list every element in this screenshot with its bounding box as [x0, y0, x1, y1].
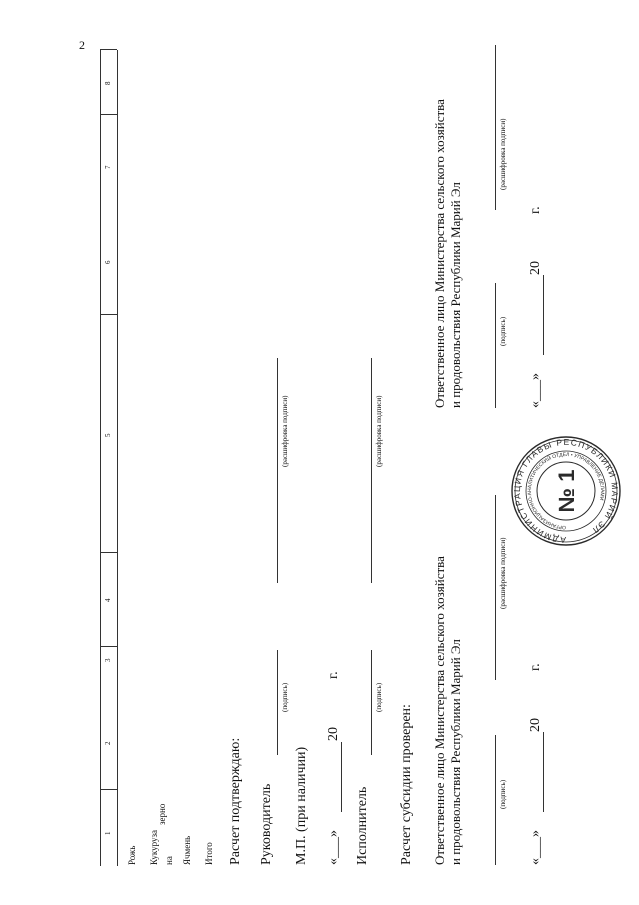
right-date-open: «___»	[528, 373, 543, 408]
approval-date-open: «___»	[326, 830, 341, 865]
col-number-4: 4	[104, 598, 112, 602]
stamp-outer-text: АДМИНИСТРАЦИЯ ГЛАВЫ РЕСПУБЛИКИ МАРИЙ ЭЛ	[511, 436, 621, 546]
head-decode-caption: (расшифровка подписи)	[281, 395, 289, 467]
approval-date-line	[341, 742, 342, 812]
col-number-6: 6	[104, 260, 112, 264]
col-number-8: 8	[104, 81, 112, 85]
left-official-line1: Ответственное лицо Министерства сельского хозяйства	[432, 556, 447, 865]
left-date-line	[543, 732, 544, 812]
right-date-year: 20	[528, 261, 543, 275]
left-official-decode-caption: (расшифровка подписи)	[499, 537, 507, 609]
verification-heading: Расчет субсидии проверен:	[399, 704, 414, 865]
executor-decode-caption: (расшифровка подписи)	[375, 395, 383, 467]
right-official-decode-caption: (расшифровка подписи)	[499, 118, 507, 190]
stamp-number: № 1	[554, 469, 579, 513]
right-official-line1: Ответственное лицо Министерства сельского хозяйства	[432, 99, 447, 408]
left-official-line2: и продовольствия Республики Марий Эл	[448, 639, 463, 865]
head-signature-line	[277, 650, 278, 755]
official-stamp	[510, 435, 622, 547]
right-official-signature-line	[495, 283, 496, 408]
right-official-line2: и продовольствия Республики Марий Эл	[448, 182, 463, 408]
left-official-decode-line	[495, 495, 496, 680]
head-label: Руководитель	[259, 783, 274, 865]
seal-label: М.П. (при наличии)	[294, 746, 309, 865]
row-label-rye: Рожь	[127, 845, 137, 865]
right-official-decode-line	[495, 45, 496, 210]
approval-heading: Расчет подтверждаю:	[228, 737, 243, 865]
head-decode-line	[277, 358, 278, 583]
head-signature-caption: (подпись)	[281, 682, 289, 712]
approval-date-suffix: г.	[326, 671, 341, 679]
col-number-7: 7	[104, 165, 112, 169]
approval-date-year: 20	[326, 727, 341, 741]
row-label-corn-1: Кукуруза	[149, 829, 159, 865]
row-label-corn-2: на	[164, 856, 174, 865]
executor-signature-line	[371, 650, 372, 755]
right-date-line	[543, 275, 544, 355]
col-number-5: 5	[104, 433, 112, 437]
right-date-suffix: г.	[528, 206, 543, 214]
col-number-1: 1	[104, 831, 112, 835]
row-label-barley: Ячмень	[182, 835, 192, 865]
row-label-corn-3: зерно	[157, 803, 167, 825]
left-date-year: 20	[528, 718, 543, 732]
stamp-inner-text: ОРГАНИЗАЦИОННО-АНАЛИТИЧЕСКИЙ ОТДЕЛ • УПРАВЛЕНИЕ ДЕЛАМИ	[526, 451, 606, 531]
executor-decode-line	[371, 358, 372, 583]
col-number-3: 3	[104, 658, 112, 662]
executor-label: Исполнитель	[355, 786, 370, 865]
row-label-total: Итого	[204, 842, 214, 865]
col-number-2: 2	[104, 741, 112, 745]
page-number: 2	[79, 38, 85, 52]
right-official-signature-caption: (подпись)	[499, 316, 507, 346]
left-official-signature-caption: (подпись)	[499, 779, 507, 809]
executor-signature-caption: (подпись)	[375, 682, 383, 712]
left-official-signature-line	[495, 735, 496, 865]
left-date-open: «___»	[528, 830, 543, 865]
left-date-suffix: г.	[528, 663, 543, 671]
